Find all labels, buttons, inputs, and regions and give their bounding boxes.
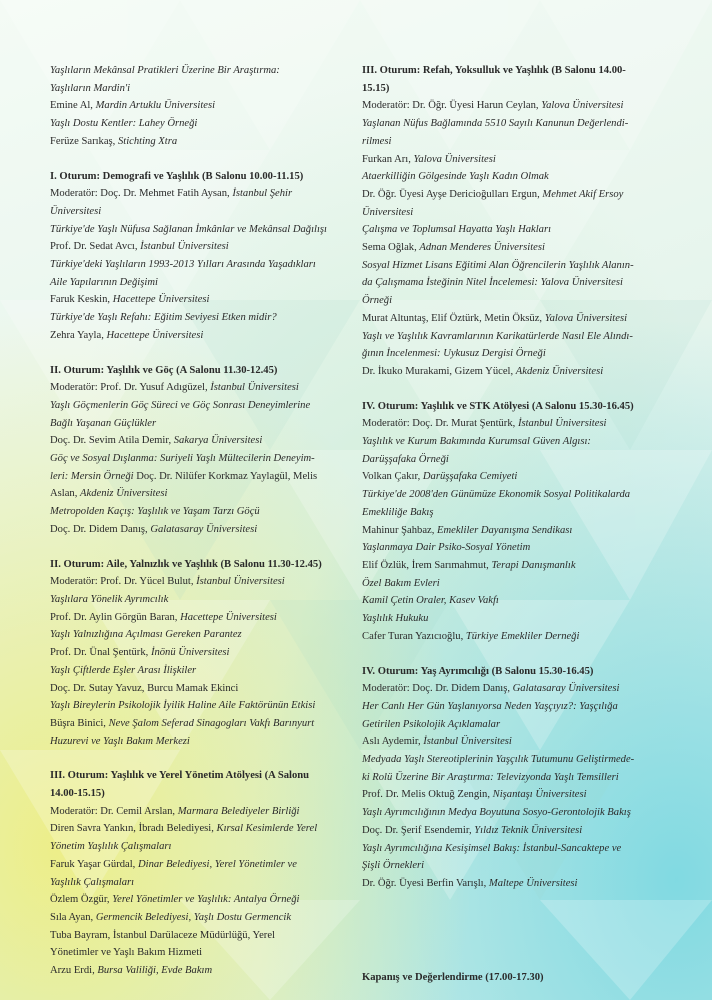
line-text: Dr. Öğr. Üyesi Ayşe Dericioğulları Ergun, bbox=[362, 188, 543, 200]
affiliation-text: Akdeniz Üniversitesi bbox=[80, 488, 168, 500]
program-line bbox=[50, 485, 350, 503]
session-heading bbox=[362, 80, 662, 98]
program-line bbox=[50, 820, 350, 838]
program-line bbox=[362, 539, 662, 557]
program-line bbox=[50, 521, 350, 539]
program-section bbox=[50, 62, 350, 151]
program-line bbox=[50, 97, 350, 115]
program-line bbox=[50, 450, 350, 468]
line-text: 15.15) bbox=[362, 82, 390, 94]
affiliation-text: Hacettepe Üniversitesi bbox=[180, 611, 277, 623]
program-line bbox=[50, 733, 350, 751]
affiliation-text: Darüşşafaka Cemiyeti bbox=[422, 471, 518, 483]
program-line bbox=[50, 221, 350, 239]
line-text: Prof. Dr. Ünal Şentürk, bbox=[50, 647, 151, 659]
affiliation-text: İstanbul Üniversitesi bbox=[423, 736, 512, 748]
line-text: Doç. Dr. Sutay Yavuz, Burcu Mamak Ekinci bbox=[50, 682, 239, 694]
program-line bbox=[50, 468, 350, 486]
affiliation-text: Mardin Artuklu Üniversitesi bbox=[95, 100, 216, 112]
program-line bbox=[50, 238, 350, 256]
line-text: Doç. Dr. Sevim Atila Demir, bbox=[50, 435, 174, 447]
line-text: Yaşlı Dostu Kentler: Lahey Örneği bbox=[50, 118, 198, 130]
program-line bbox=[362, 186, 662, 204]
program-line bbox=[50, 662, 350, 680]
line-text: Cafer Turan Yazıcıoğlu, bbox=[362, 630, 466, 642]
line-text: Yaşlanan Nüfus Bağlamında 5510 Sayılı Kanunun Değerlendi- bbox=[362, 118, 629, 130]
program-line bbox=[362, 363, 662, 381]
line-text: Üniversitesi bbox=[362, 206, 414, 218]
program-line bbox=[362, 522, 662, 540]
program-line bbox=[362, 451, 662, 469]
line-text: Türkiye'deki Yaşlıların 1993-2013 Yılları Arasında Yaşadıkları bbox=[50, 259, 316, 271]
line-text: Yaşlı Ayrımcılığına Kesişimsel Bakış: İstanbul-Sancaktepe ve bbox=[362, 842, 622, 854]
program-line bbox=[362, 310, 662, 328]
line-text: Yönetim Yaşlılık Çalışmaları bbox=[50, 841, 172, 853]
program-line bbox=[50, 838, 350, 856]
line-text: Moderatör: Dr. Cemil Arslan, bbox=[50, 805, 178, 817]
affiliation-text: Emekliler Dayanışma Sendikası bbox=[437, 524, 573, 536]
program-line bbox=[50, 115, 350, 133]
line-text: Moderatör: Dr. Öğr. Üyesi Harun Ceylan, bbox=[362, 100, 542, 112]
program-line bbox=[362, 433, 662, 451]
program-line bbox=[362, 769, 662, 787]
line-text: Yaşlı Çiftlerde Eşler Arası İlişkiler bbox=[50, 664, 197, 676]
session-heading bbox=[50, 785, 350, 803]
program-line bbox=[362, 716, 662, 734]
line-text: Şişli Örnekleri bbox=[362, 860, 425, 872]
session-heading bbox=[362, 62, 662, 80]
program-line bbox=[50, 185, 350, 203]
line-text: leri: Mersin Örneği bbox=[50, 470, 134, 482]
line-text: Tuba Bayram, İstanbul Darülaceze Müdürlüğü, Yerel bbox=[50, 929, 275, 941]
program-section bbox=[50, 556, 350, 751]
program-line bbox=[362, 857, 662, 875]
program-line bbox=[50, 927, 350, 945]
line-text: Her Canlı Her Gün Yaşlanıyorsa Neden Yaşçıyız?: Yaşçılığa bbox=[362, 700, 618, 712]
line-text: Sosyal Hizmet Lisans Eğitimi Alan Öğrencilerin Yaşlılık Alanın- bbox=[362, 259, 634, 271]
program-line bbox=[50, 856, 350, 874]
affiliation-text: Hacettepe Üniversitesi bbox=[112, 294, 210, 306]
line-text: Türkiye'de 2008'den Günümüze Ekonomik Sosyal Politikalarda bbox=[362, 489, 631, 501]
program-line bbox=[50, 715, 350, 733]
line-text: Örneği bbox=[362, 295, 393, 307]
program-section bbox=[362, 663, 662, 893]
line-text: Kapanış ve Değerlendirme (17.00-17.30) bbox=[362, 971, 544, 983]
affiliation-text: Germencik Belediyesi, Yaşlı Dostu Germencik bbox=[95, 911, 292, 923]
line-text: Huzurevi ve Yaşlı Bakım Merkezi bbox=[50, 735, 190, 747]
program-line bbox=[50, 573, 350, 591]
program-line bbox=[50, 909, 350, 927]
program-line bbox=[50, 203, 350, 221]
program-line bbox=[362, 875, 662, 893]
session-heading bbox=[50, 767, 350, 785]
program-line bbox=[50, 626, 350, 644]
program-line bbox=[50, 644, 350, 662]
program-line bbox=[362, 840, 662, 858]
session-heading bbox=[362, 969, 662, 987]
line-text: Yaşlı Ayrımcılığının Medya Boyutuna Sosyo-Gerontolojik Bakış bbox=[362, 807, 631, 819]
line-text: Yaşlı Göçmenlerin Göç Süreci ve Göç Sonrası Deneyimlerine bbox=[50, 399, 311, 411]
line-text: Çalışma ve Toplumsal Hayatta Yaşlı Hakları bbox=[362, 224, 552, 236]
program-section bbox=[50, 362, 350, 539]
affiliation-text: Yalova Üniversitesi bbox=[413, 153, 496, 165]
line-text: Arzu Erdi, bbox=[50, 965, 98, 977]
affiliation-text: İstanbul Üniversitesi bbox=[140, 241, 229, 253]
line-text: IV. Oturum: Yaş Ayrımcılığı (B Salonu 15.30-16.45) bbox=[362, 665, 594, 677]
line-text: Aslan, bbox=[50, 488, 81, 500]
line-text: Moderatör: Doç. Dr. Murat Şentürk, bbox=[362, 418, 518, 430]
line-text: Ataerkilliğin Gölgesinde Yaşlı Kadın Olmak bbox=[362, 171, 549, 183]
program-line bbox=[362, 292, 662, 310]
affiliation-text: İstanbul Şehir bbox=[232, 188, 293, 200]
line-text: II. Oturum: Yaşlılık ve Göç (A Salonu 11.30-12.45) bbox=[50, 364, 278, 376]
line-text: Moderatör: Doç. Dr. Didem Danış, bbox=[362, 683, 513, 695]
program-line bbox=[50, 62, 350, 80]
program-section bbox=[50, 168, 350, 345]
line-text: Yaşlılık Çalışmaları bbox=[50, 876, 135, 888]
program-section bbox=[362, 62, 662, 381]
line-text: Emekliliğe Bakış bbox=[362, 506, 434, 518]
program-line bbox=[50, 944, 350, 962]
affiliation-text: Maltepe Üniversitesi bbox=[488, 877, 578, 889]
line-text: Diren Savra Yankın, İbradı Belediyesi, bbox=[50, 823, 217, 835]
line-text: Volkan Çakır, bbox=[362, 471, 423, 483]
affiliation-text: Sakarya Üniversitesi bbox=[173, 435, 263, 447]
program-line bbox=[50, 379, 350, 397]
line-text: Göç ve Sosyal Dışlanma: Suriyeli Yaşlı Mültecilerin Deneyim- bbox=[50, 453, 315, 465]
line-text: Doç. Dr. Didem Danış, bbox=[50, 523, 151, 535]
program-line bbox=[362, 115, 662, 133]
program-line bbox=[362, 133, 662, 151]
program-line bbox=[362, 221, 662, 239]
program-line bbox=[50, 891, 350, 909]
line-text: Zehra Yayla, bbox=[50, 329, 107, 341]
line-text: Özel Bakım Evleri bbox=[362, 577, 440, 589]
line-text: Moderatör: Doç. Dr. Mehmet Fatih Aysan, bbox=[50, 188, 233, 200]
program-line bbox=[50, 274, 350, 292]
line-text: Bağlı Yaşanan Güçlükler bbox=[50, 417, 157, 429]
left-column bbox=[50, 62, 350, 980]
program-line bbox=[50, 397, 350, 415]
affiliation-text: İstanbul Üniversitesi bbox=[196, 576, 285, 588]
line-text: Türkiye'de Yaşlı Nüfusa Sağlanan İmkânlar ve Mekânsal Dağılışı bbox=[50, 223, 327, 235]
line-text: Emine Al, bbox=[50, 100, 96, 112]
program-line bbox=[362, 345, 662, 363]
line-text: IV. Oturum: Yaşlılık ve STK Atölyesi (A Salonu 15.30-16.45) bbox=[362, 400, 634, 412]
line-text: Aile Yapılarının Değişimi bbox=[50, 276, 158, 288]
affiliation-text: Hacettepe Üniversitesi bbox=[106, 329, 204, 341]
affiliation-text: Yalova Üniversitesi bbox=[541, 100, 624, 112]
line-text: Özlem Özgür, bbox=[50, 894, 113, 906]
line-text: Prof. Dr. Melis Oktuğ Zengin, bbox=[362, 789, 493, 801]
program-line bbox=[362, 804, 662, 822]
line-text: Kamil Çetin Oraler, Kasev Vakfı bbox=[362, 595, 499, 607]
program-line bbox=[362, 468, 662, 486]
line-text: Furkan Arı, bbox=[362, 153, 414, 165]
program-line bbox=[50, 309, 350, 327]
program-line bbox=[362, 486, 662, 504]
line-text: I. Oturum: Demografi ve Yaşlılık (B Salonu 10.00-11.15) bbox=[50, 170, 304, 182]
line-text: Metropolden Kaçış: Yaşlılık ve Yaşam Tarzı Göçü bbox=[50, 506, 260, 518]
line-text: Doç. Dr. Şerif Esendemir, bbox=[362, 824, 475, 836]
line-text: ki Rolü Üzerine Bir Araştırma: Televizyonda Yaşlı Temsilleri bbox=[362, 771, 619, 783]
affiliation-text: İstanbul Üniversitesi bbox=[517, 418, 607, 430]
program-section bbox=[50, 767, 350, 979]
affiliation-text: Yalova Üniversitesi bbox=[544, 312, 628, 324]
line-text: Darüşşafaka Örneği bbox=[362, 453, 449, 465]
session-heading bbox=[50, 168, 350, 186]
line-text: da Çalışmama İsteğinin Nitel İncelemesi: Yalova Üniversitesi bbox=[362, 277, 623, 289]
session-heading bbox=[362, 663, 662, 681]
program-line bbox=[50, 697, 350, 715]
line-text: Yaşlıların Mardin'i bbox=[50, 82, 131, 94]
line-text: Faruk Yaşar Gürdal, bbox=[50, 858, 138, 870]
affiliation-text: Akdeniz Üniversitesi bbox=[515, 365, 604, 377]
program-line bbox=[50, 680, 350, 698]
right-column bbox=[362, 62, 662, 986]
program-section bbox=[362, 398, 662, 646]
program-line bbox=[362, 274, 662, 292]
line-text: Yaşlılık ve Kurum Bakımında Kurumsal Güven Algısı: bbox=[362, 436, 591, 448]
line-text: Yaşlılara Yönelik Ayrımcılık bbox=[50, 593, 169, 605]
line-text: 14.00-15.15) bbox=[50, 788, 105, 800]
program-line bbox=[362, 504, 662, 522]
program-line bbox=[362, 680, 662, 698]
line-text: Büşra Binici, bbox=[50, 717, 109, 729]
program-section bbox=[362, 969, 662, 987]
program-line bbox=[50, 874, 350, 892]
line-text: II. Oturum: Aile, Yalnızlık ve Yaşlılık (B Salonu 11.30-12.45) bbox=[50, 558, 322, 570]
affiliation-text: İnönü Üniversitesi bbox=[150, 647, 230, 659]
program-line bbox=[362, 557, 662, 575]
affiliation-text: Dinar Belediyesi, Yerel Yönetimler ve bbox=[137, 858, 297, 870]
program-line bbox=[362, 328, 662, 346]
program-line bbox=[50, 133, 350, 151]
affiliation-text: Galatasaray Üniversitesi bbox=[150, 523, 258, 535]
program-line bbox=[50, 609, 350, 627]
program-line bbox=[50, 432, 350, 450]
program-line bbox=[362, 204, 662, 222]
line-text: Yaşlılık Hukuku bbox=[362, 613, 429, 625]
line-text: III. Oturum: Yaşlılık ve Yerel Yönetim Atölyesi (A Salonu bbox=[50, 770, 310, 782]
program-line bbox=[362, 415, 662, 433]
line-text: Getirilen Psikolojik Açıklamalar bbox=[362, 718, 501, 730]
line-text: Türkiye'de Yaşlı Refahı: Eğitim Seviyesi Etken midir? bbox=[50, 312, 277, 324]
program-line bbox=[362, 592, 662, 610]
affiliation-text: Stichting Xtra bbox=[117, 135, 178, 147]
affiliation-text: Yerel Yönetimler ve Yaşlılık: Antalya Örneği bbox=[112, 894, 300, 906]
line-text: Moderatör: Prof. Dr. Yücel Bulut, bbox=[50, 576, 197, 588]
program-line bbox=[362, 822, 662, 840]
program-line bbox=[362, 257, 662, 275]
program-line bbox=[362, 168, 662, 186]
program-line bbox=[362, 698, 662, 716]
line-text: rilmesi bbox=[362, 135, 392, 147]
line-text: Yaşlıların Mekânsal Pratikleri Üzerine Bir Araştırma: bbox=[50, 65, 280, 76]
line-text: III. Oturum: Refah, Yoksulluk ve Yaşlılık (B Salonu 14.00- bbox=[362, 65, 626, 76]
program-line bbox=[50, 415, 350, 433]
line-text: Prof. Dr. Sedat Avcı, bbox=[50, 241, 141, 253]
program-line bbox=[50, 327, 350, 345]
program-line bbox=[362, 239, 662, 257]
program-line bbox=[50, 80, 350, 98]
line-text: Yaşlı Yalnızlığına Açılması Gereken Parantez bbox=[50, 629, 242, 641]
session-heading bbox=[50, 362, 350, 380]
affiliation-text: Bursa Valiliği, Evde Bakım bbox=[97, 965, 213, 977]
affiliation-text: İstanbul Üniversitesi bbox=[210, 382, 299, 394]
program-line bbox=[362, 751, 662, 769]
affiliation-text: Mehmet Akif Ersoy bbox=[542, 188, 624, 200]
program-line bbox=[362, 610, 662, 628]
line-text: Sema Oğlak, bbox=[362, 242, 420, 254]
line-text: Yaşlanmaya Dair Psiko-Sosyal Yönetim bbox=[362, 542, 531, 554]
line-text: Yönetimler ve Yaşlı Bakım Hizmeti bbox=[50, 947, 203, 959]
program-line bbox=[50, 803, 350, 821]
affiliation-text: Kırsal Kesimlerde Yerel bbox=[216, 823, 318, 835]
program-line bbox=[362, 97, 662, 115]
affiliation-text: Galatasaray Üniversitesi bbox=[512, 683, 620, 695]
line-text: Mahinur Şahbaz, bbox=[362, 524, 438, 536]
line-text: Medyada Yaşlı Stereotiplerinin Yaşçılık Tutumunu Geliştirmede- bbox=[362, 754, 635, 766]
program-line bbox=[362, 733, 662, 751]
session-heading bbox=[362, 398, 662, 416]
program-line bbox=[50, 962, 350, 980]
program-line bbox=[362, 628, 662, 646]
line-text: Prof. Dr. Aylin Görgün Baran, bbox=[50, 611, 181, 623]
line-text: Faruk Keskin, bbox=[50, 294, 113, 306]
line-text: Aslı Aydemir, bbox=[362, 736, 424, 748]
program-line bbox=[362, 786, 662, 804]
line-text: Dr. İkuko Murakami, Gizem Yücel, bbox=[362, 365, 516, 377]
line-text: Ferüze Sarıkaş, bbox=[50, 135, 118, 147]
program-line bbox=[50, 256, 350, 274]
affiliation-text: Terapi Danışmanlık bbox=[491, 559, 576, 571]
line-text: Moderatör: Prof. Dr. Yusuf Adıgüzel, bbox=[50, 382, 211, 394]
affiliation-text: Neve Şalom Seferad Sinagogları Vakfı Barınyurt bbox=[108, 717, 315, 729]
line-text: Sıla Ayan, bbox=[50, 911, 96, 923]
line-text: Dr. Öğr. Üyesi Berfin Varışlı, bbox=[362, 877, 489, 889]
line-text: Üniversitesi bbox=[50, 205, 102, 217]
line-text: ğının İncelenmesi: Uykusuz Dergisi Örneği bbox=[362, 348, 546, 360]
affiliation-text: Marmara Belediyeler Birliği bbox=[177, 805, 300, 817]
program-line bbox=[50, 591, 350, 609]
affiliation-text: Nişantaşı Üniversitesi bbox=[492, 789, 587, 801]
line-text: Elif Özlük, İrem Sarımahmut, bbox=[362, 559, 492, 571]
line-text: Murat Altuntaş, Elif Öztürk, Metin Öksüz, bbox=[362, 312, 545, 324]
line-text: Yaşlı Bireylerin Psikolojik İyilik Haline Aile Faktörünün Etkisi bbox=[50, 700, 316, 712]
program-line bbox=[50, 291, 350, 309]
program-line bbox=[362, 151, 662, 169]
program-line bbox=[50, 503, 350, 521]
program-line bbox=[362, 575, 662, 593]
affiliation-text: Yıldız Teknik Üniversitesi bbox=[474, 824, 583, 836]
author-text: Doç. Dr. Nilüfer Korkmaz Yaylagül, Melis bbox=[133, 470, 318, 482]
affiliation-text: Adnan Menderes Üniversitesi bbox=[419, 242, 545, 254]
affiliation-text: Türkiye Emekliler Derneği bbox=[465, 630, 580, 642]
session-heading bbox=[50, 556, 350, 574]
line-text: Yaşlı ve Yaşlılık Kavramlarının Karikatürlerde Nasıl Ele Alındı- bbox=[362, 330, 633, 342]
